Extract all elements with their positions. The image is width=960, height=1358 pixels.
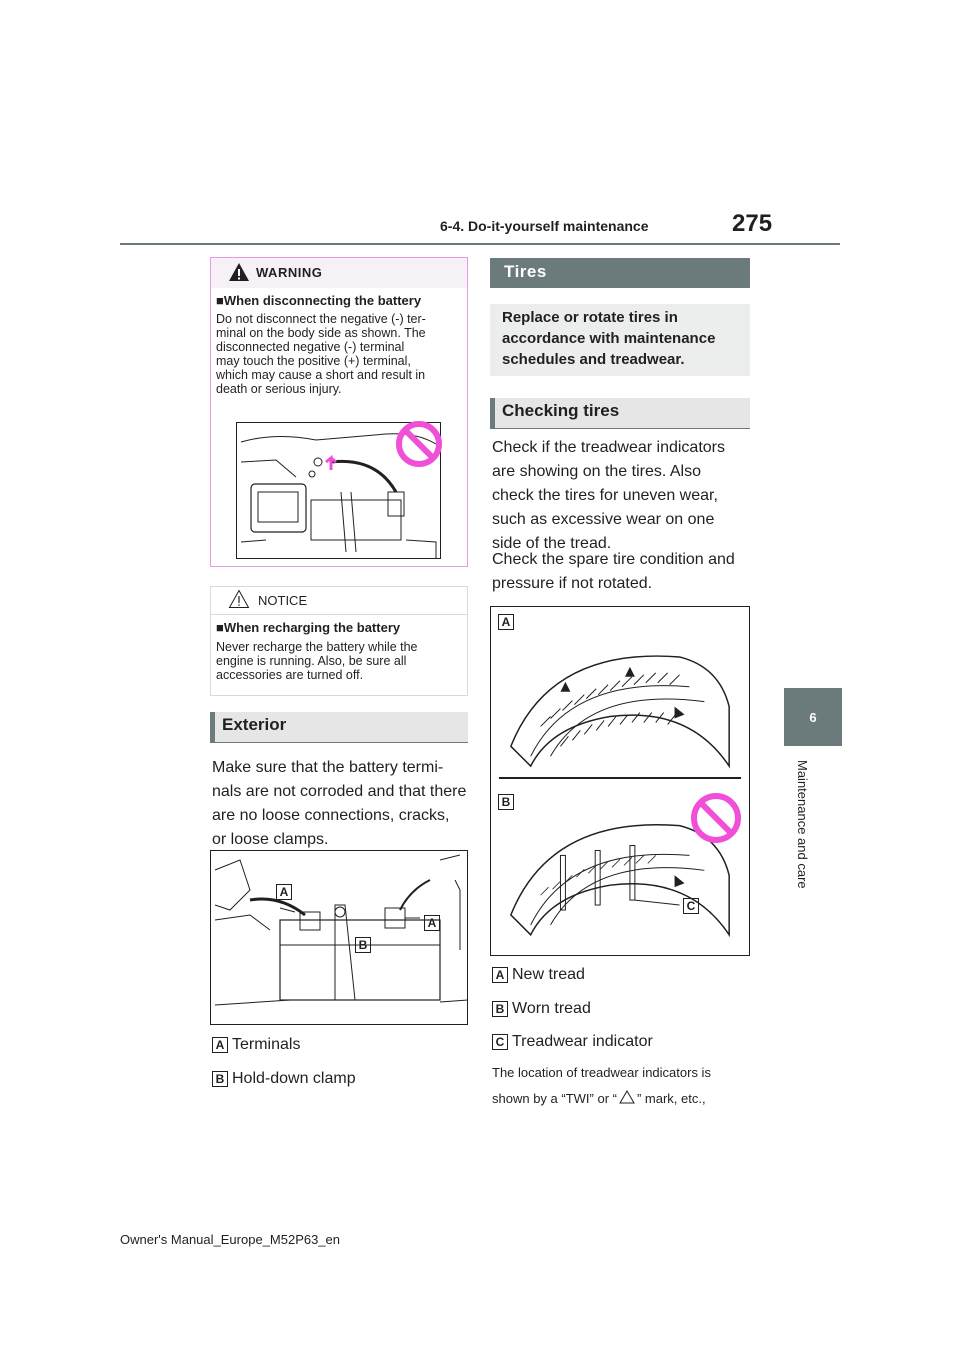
- warning-title: WARNING: [256, 265, 323, 280]
- page-number: 275: [732, 210, 773, 237]
- callout-tire-c: C: [683, 898, 699, 914]
- warning-subheading: ■When disconnecting the battery: [216, 293, 422, 308]
- battery-illustration: [210, 850, 468, 1025]
- legend-worn-tread: B Worn tread: [492, 1000, 591, 1018]
- header-rule: [120, 243, 840, 245]
- legend-new-tread: A New tread: [492, 966, 585, 984]
- callout-a-2: A: [424, 915, 440, 931]
- checking-tires-paragraph-2: Check the spare tire condition and pressure if not rotated.: [492, 551, 735, 592]
- notice-subheading: ■When recharging the battery: [216, 620, 401, 635]
- treadwear-note: The location of treadwear indicators is shown by a “TWI” or “ ” mark, etc.,: [492, 1065, 711, 1106]
- tires-heading: Tires: [504, 262, 547, 281]
- checking-tires-paragraph-1: Check if the treadwear indicators are showing on the tires. Also check the tires for uneven wear, such as excessive wear on one side of the tread.: [492, 439, 725, 552]
- tire-tread-illustration: [490, 606, 750, 956]
- notice-triangle-icon: [228, 589, 250, 609]
- legend-treadwear-indicator: C Treadwear indicator: [492, 1033, 653, 1051]
- section-title: 6-4. Do-it-yourself maintenance: [440, 218, 649, 234]
- notice-text: Never recharge the battery while the engine is running. Also, be sure all accessories are turned off.: [216, 640, 418, 682]
- callout-tire-a: A: [498, 614, 514, 630]
- callout-b: B: [355, 937, 371, 953]
- callout-tire-b: B: [498, 794, 514, 810]
- prohibition-icon: [395, 420, 443, 468]
- chapter-label: Maintenance and care: [795, 760, 810, 889]
- checking-tires-heading: Checking tires: [502, 401, 620, 420]
- callout-a-1: A: [276, 884, 292, 900]
- warning-triangle-icon: [228, 262, 250, 282]
- legend-terminals: A Terminals: [212, 1036, 300, 1054]
- checking-tires-heading-bar: [490, 398, 495, 428]
- triangle-mark-icon: [619, 1090, 635, 1104]
- exterior-heading: Exterior: [222, 715, 287, 734]
- exterior-paragraph: Make sure that the battery termi- nals are not corroded and that there are no loose connections, cracks, or loose clamps.: [212, 759, 467, 848]
- footer-text: Owner's Manual_Europe_M52P63_en: [120, 1232, 341, 1247]
- chapter-tab: 6: [784, 688, 842, 746]
- legend-hold-down-clamp: B Hold-down clamp: [212, 1070, 356, 1088]
- tires-intro-text: Replace or rotate tires in accordance with maintenance schedules and treadwear.: [502, 309, 716, 368]
- prohibition-icon: [690, 792, 742, 844]
- checking-tires-rule: [490, 428, 750, 429]
- exterior-heading-bar: [210, 712, 215, 742]
- exterior-heading-rule: [210, 742, 468, 743]
- notice-title: NOTICE: [258, 593, 308, 608]
- warning-text: Do not disconnect the negative (-) ter- minal on the body side as shown. The disconnected negative (-) terminal may touch the positive (+) terminal, which may cause a short and result in death or serious injury.: [216, 312, 426, 396]
